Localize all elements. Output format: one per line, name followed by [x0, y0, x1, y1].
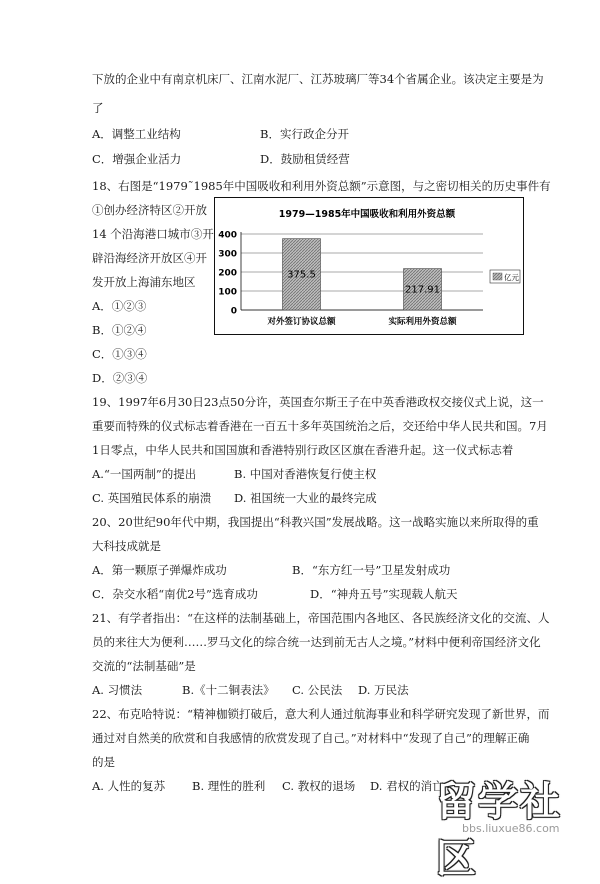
- q18-option-b: B．①②④: [92, 323, 147, 337]
- q19-option-d: D. 祖国统一大业的最终完成: [234, 491, 377, 505]
- q17-option-b: B．实行政企分开: [260, 127, 349, 141]
- foreign-capital-chart: [214, 197, 524, 335]
- q19-line-2: 重要而特殊的仪式标志着香港在一百五十多年英国统治之后，交还给中华人民共和国。7月: [92, 419, 548, 433]
- q18-text-line: 14 个沿海港口城市③开: [92, 227, 214, 241]
- site-watermark: [432, 766, 600, 882]
- q17-line-2: 了: [92, 101, 104, 115]
- q17-option-d: D．鼓励租赁经营: [260, 152, 350, 166]
- q20-option-b: B．“东方红一号”卫星发射成功: [292, 563, 451, 577]
- y-tick-label: 400: [218, 230, 237, 241]
- q19-option-b: B. 中国对香港恢复行使主权: [234, 467, 377, 481]
- bar-value-label: 217.91: [405, 284, 440, 296]
- q21-option-d: D. 万民法: [358, 683, 409, 697]
- q19-line-1: 19、1997年6月30日23点50分许，英国查尔斯王子在中英香港政权交接仪式上说，这一: [92, 395, 544, 409]
- q21-option-c: C. 公民法: [292, 683, 343, 697]
- watermark-url: bbs.liuxue86.com: [462, 822, 560, 835]
- q22-option-d: D. 君权的消亡: [370, 779, 444, 793]
- y-tick-label: 300: [218, 249, 237, 260]
- chart-title: 1979—1985年中国吸收和利用外资总额: [278, 209, 456, 220]
- q22-line-3: 的是: [92, 755, 115, 769]
- q21-option-b: B.《十二铜表法》: [182, 683, 275, 697]
- q21-line-1: 21、有学者指出：“在这样的法制基础上，帝国范围内各地区、各民族经济文化的交流、人: [92, 611, 550, 625]
- bar-value-label: 375.5: [287, 269, 316, 281]
- q21-line-2: 员的来往大为便利……罗马文化的综合统一达到前无古人之境。”材料中便利帝国经济文化: [92, 635, 541, 649]
- legend-swatch: [493, 273, 502, 280]
- q21-option-a: A. 习惯法: [92, 683, 143, 697]
- q18-text-line: 发开放上海浦东地区: [92, 275, 196, 289]
- q18-text-line: 辟沿海经济开放区④开: [92, 251, 207, 265]
- q21-line-3: 交流的“法制基础”是: [92, 659, 196, 673]
- y-tick-label: 0: [230, 306, 237, 317]
- q19-option-c: C. 英国殖民体系的崩溃: [92, 491, 212, 505]
- x-tick-label: 对外签订协议总额: [267, 317, 336, 327]
- q19-line-3: 1日零点，中华人民共和国国旗和香港特别行政区区旗在香港升起。这一仪式标志着: [92, 443, 514, 457]
- q20-option-d: D．“神舟五号”实现载人航天: [310, 587, 458, 601]
- q17-option-c: C．增强企业活力: [92, 152, 182, 166]
- q22-line-2: 通过对自然美的欣赏和自我感情的欣赏发现了自己。”对材料中“发现了自己”的理解正确: [92, 731, 530, 745]
- chart-canvas: [215, 198, 523, 334]
- q19-option-a: A.“一国两制”的提出: [92, 467, 197, 481]
- q17-option-a: A．调整工业结构: [92, 127, 181, 141]
- legend-label: 亿元: [504, 273, 519, 282]
- q18-text-line: ①创办经济特区②开放: [92, 203, 207, 217]
- y-tick-label: 200: [218, 268, 237, 279]
- q20-line-2: 大科技成就是: [92, 539, 161, 553]
- q18-question: 18、右图是“1979˜1985年中国吸收和利用外资总额”示意图，与之密切相关的历史事件有: [92, 179, 551, 193]
- x-tick-label: 实际利用外资总额: [388, 317, 457, 327]
- watermark-brand: 留学社区: [436, 779, 562, 882]
- q20-option-c: C．杂交水稻“南优2号”选育成功: [92, 587, 258, 601]
- q18-option-d: D．②③④: [92, 371, 148, 385]
- q20-option-a: A．第一颗原子弹爆炸成功: [92, 563, 227, 577]
- q18-option-a: A．①②③: [92, 299, 147, 313]
- q22-option-c: C. 教权的退场: [282, 779, 356, 793]
- q18-option-c: C．①③④: [92, 347, 147, 361]
- q17-line-1: 下放的企业中有南京机床厂、江南水泥厂、江苏玻璃厂等34个省属企业。该决定主要是为: [92, 72, 544, 86]
- y-tick-label: 100: [218, 287, 237, 298]
- q22-option-b: B. 理性的胜利: [192, 779, 266, 793]
- q22-option-a: A. 人性的复苏: [92, 779, 166, 793]
- q20-line-1: 20、20世纪90年代中期，我国提出“科教兴国”发展战略。这一战略实施以来所取得的重: [92, 515, 539, 529]
- q22-line-1: 22、布克哈特说：“精神枷锁打破后，意大利人通过航海事业和科学研究发现了新世界，而: [92, 707, 550, 721]
